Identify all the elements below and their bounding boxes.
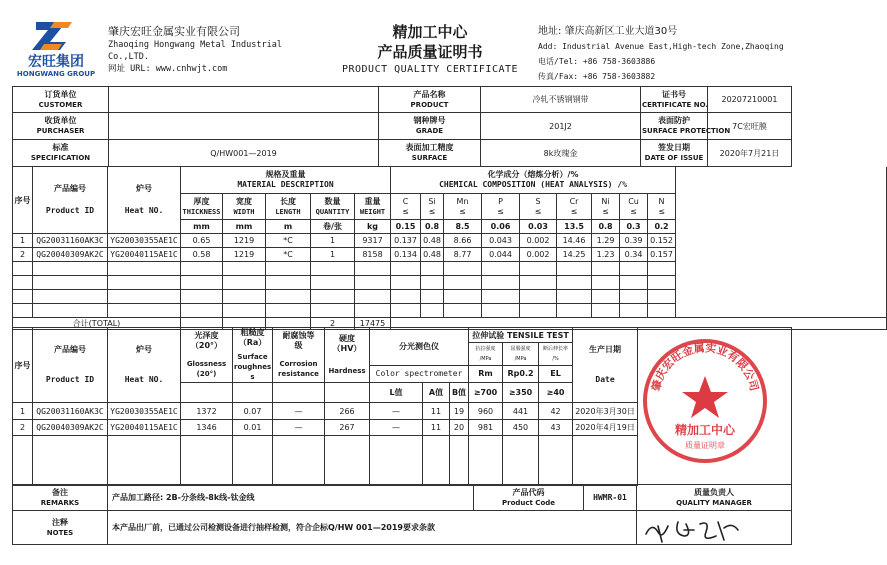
limit-n: 0.2	[648, 220, 676, 234]
row-date: 2020年4月19日	[573, 420, 638, 436]
logo-sub: HONGWANG GROUP	[16, 70, 96, 78]
certificate-header	[0, 0, 800, 86]
row-product-id: QG20031160AK3C	[33, 234, 108, 248]
company-en-1: Zhaoqing Hongwang Metal Industrial	[108, 40, 282, 50]
row-s: 0.002	[520, 248, 557, 262]
element-c: C ≤	[391, 194, 421, 220]
limit-p: 0.06	[482, 220, 520, 234]
remarks-value: 产品加工路径: 2B-分条线-8k线-钛金线	[108, 485, 474, 511]
row-product-id: QG20031160AK3C	[33, 403, 108, 420]
row-cr: 14.46	[557, 234, 592, 248]
chem-blank-cell	[676, 167, 887, 318]
element-cr: Cr ≤	[557, 194, 592, 220]
row-quantity: 1	[311, 248, 355, 262]
issue-date-label: 签发日期 DATE OF ISSUE	[641, 140, 708, 167]
limit-ni: 0.8	[592, 220, 620, 234]
customer-value	[109, 87, 379, 113]
quality-manager-label: 质量负责人 QUALITY MANAGER	[637, 485, 792, 511]
rm-symbol: Rm	[469, 365, 503, 382]
row-product-id: QG20040309AK2C	[33, 248, 108, 262]
product-value: 冷轧不锈钢钢带	[481, 87, 641, 113]
unit-qty: 卷/张	[311, 220, 355, 234]
row-p: 0.044	[482, 248, 520, 262]
row-ni: 1.23	[592, 248, 620, 262]
company-block	[108, 24, 282, 75]
t2-product-id-header: 产品编号 Product ID	[33, 328, 108, 403]
row-weight: 9317	[355, 234, 391, 248]
el-limit: ≥40	[539, 383, 573, 403]
date-header: 生产日期 Date	[573, 328, 638, 403]
element-mn: Mn ≤	[444, 194, 482, 220]
total-weight: 17475	[355, 318, 391, 330]
hongwang-logo	[14, 20, 98, 78]
row-cu: 0.39	[620, 234, 648, 248]
row-thickness: 0.58	[181, 248, 223, 262]
row-gloss: 1346	[181, 420, 233, 436]
row-seq: 1	[13, 403, 33, 420]
spec-label: 标准 SPECIFICATION	[13, 140, 109, 167]
row-n: 0.157	[648, 248, 676, 262]
chem-header: 化学成分（熔炼分析）/% CHEMICAL COMPOSITION (HEAT ANALYSIS) /%	[391, 167, 676, 194]
row-seq: 2	[13, 420, 33, 436]
l-header: L值	[370, 383, 423, 403]
telephone: 电话/Tel: +86 758-3603886	[538, 57, 656, 66]
limit-mn: 8.5	[444, 220, 482, 234]
b-header: B值	[450, 383, 469, 403]
seal-ring-text: 肇庆宏旺金属实业有限公司	[649, 341, 761, 393]
seal-star-icon	[682, 376, 728, 418]
color-en-header: Color spectrometer	[370, 365, 469, 382]
material-table	[12, 166, 887, 330]
element-cu: Cu ≤	[620, 194, 648, 220]
hardness-header: 硬度 （HV） Hardness	[325, 328, 370, 383]
issue-date-value: 2020年7月21日	[708, 140, 792, 167]
rp-symbol: Rp0.2	[503, 365, 539, 382]
row-c: 0.134	[391, 248, 421, 262]
row-quantity: 1	[311, 234, 355, 248]
row-corrosion: —	[273, 403, 325, 420]
a-header: A值	[423, 383, 450, 403]
row-roughness: 0.07	[233, 403, 273, 420]
row-product-id: QG20040309AK2C	[33, 420, 108, 436]
row-si: 0.48	[421, 234, 444, 248]
tensile-header: 拉伸试验 TENSILE TEST	[469, 328, 573, 343]
el-header: 断后伸长率 /%	[539, 343, 573, 366]
row-hardness: 266	[325, 403, 370, 420]
row-el: 43	[539, 420, 573, 436]
info-table	[12, 86, 792, 167]
company-cn: 肇庆宏旺金属实业有限公司	[108, 25, 240, 38]
row-cr: 14.25	[557, 248, 592, 262]
t1-heat-no-header: 炉号 Heat NO.	[108, 167, 181, 234]
row-weight: 8158	[355, 248, 391, 262]
row-heat-no: YG20030355AE1C	[108, 403, 181, 420]
row-p: 0.043	[482, 234, 520, 248]
row-b: 20	[450, 420, 469, 436]
protection-value: 7C宏旺膜	[708, 113, 792, 140]
surface-value: 8k玫瑰金	[481, 140, 641, 167]
row-width: 1219	[223, 234, 266, 248]
row-n: 0.152	[648, 234, 676, 248]
row-rp: 441	[503, 403, 539, 420]
code-value: HWMR-01	[584, 485, 637, 511]
logo-name: 宏旺集团	[28, 54, 84, 70]
row-s: 0.002	[520, 234, 557, 248]
product-label: 产品名称 PRODUCT	[379, 87, 481, 113]
title-cert-en: PRODUCT QUALITY CERTIFICATE	[341, 64, 519, 75]
code-label: 产品代码 Product Code	[474, 485, 584, 511]
row-rm: 960	[469, 403, 503, 420]
row-seq: 1	[13, 234, 33, 248]
rm-header: 抗拉强度 /MPa	[469, 343, 503, 366]
material-desc-header: 规格及重量 MATERIAL DESCRIPTION	[181, 167, 391, 194]
row-roughness: 0.01	[233, 420, 273, 436]
limit-cr: 13.5	[557, 220, 592, 234]
remarks-label: 备注 REMARKS	[13, 485, 108, 511]
t2-seq-header: 序号	[13, 328, 33, 403]
row-a: 11	[423, 403, 450, 420]
customer-label: 订货单位 CUSTOMER	[13, 87, 109, 113]
title-center: 精加工中心	[392, 23, 468, 41]
element-n: N ≤	[648, 194, 676, 220]
t2-heat-no-header: 炉号 Heat NO.	[108, 328, 181, 403]
row-gloss: 1372	[181, 403, 233, 420]
limit-cu: 0.3	[620, 220, 648, 234]
limit-c: 0.15	[391, 220, 421, 234]
weight-header: 重量 WEIGHT	[355, 194, 391, 220]
length-header: 长度 LENGTH	[266, 194, 311, 220]
row-heat-no: YG20040115AE1C	[108, 420, 181, 436]
corrosion-header: 耐腐蚀等 级 Corrosion resistance	[273, 328, 325, 383]
rm-limit: ≥700	[469, 383, 503, 403]
element-p: P ≤	[482, 194, 520, 220]
spec-value: Q/HW001—2019	[109, 140, 379, 167]
element-si: Si ≤	[421, 194, 444, 220]
protection-label: 表面防护 SURFACE PROTECTION	[641, 113, 708, 140]
row-length: *C	[266, 248, 311, 262]
quality-seal	[640, 336, 770, 466]
row-thickness: 0.65	[181, 234, 223, 248]
row-el: 42	[539, 403, 573, 420]
row-seq: 2	[13, 248, 33, 262]
cert-value: 20207210001	[708, 87, 792, 113]
roughness-header: 粗糙度 （Ra） Surface roughnes s	[234, 328, 272, 381]
company-en-2: Co.,LTD.	[108, 52, 149, 62]
total-quantity: 2	[311, 318, 355, 330]
t1-seq-header: 序号	[13, 167, 33, 234]
row-corrosion: —	[273, 420, 325, 436]
row-mn: 8.77	[444, 248, 482, 262]
row-hardness: 267	[325, 420, 370, 436]
seal-center-text: 精加工中心	[674, 423, 736, 437]
row-c: 0.137	[391, 234, 421, 248]
row-mn: 8.66	[444, 234, 482, 248]
row-ni: 1.29	[592, 234, 620, 248]
width-header: 宽度 WIDTH	[223, 194, 266, 220]
total-label: 合计(TOTAL)	[13, 318, 181, 330]
limit-s: 0.03	[520, 220, 557, 234]
row-cu: 0.34	[620, 248, 648, 262]
unit-mm: mm	[181, 220, 223, 234]
color-header: 分光测色仪	[370, 328, 469, 366]
row-heat-no: YG20030355AE1C	[108, 234, 181, 248]
row-date: 2020年3月30日	[573, 403, 638, 420]
row-a: 11	[423, 420, 450, 436]
row-heat-no: YG20040115AE1C	[108, 248, 181, 262]
seal-sub-text: 质量证明章	[685, 441, 725, 450]
row-l: —	[370, 420, 423, 436]
element-ni: Ni ≤	[592, 194, 620, 220]
manager-signature	[638, 512, 758, 546]
notes-value: 本产品出厂前，已通过公司检测设备进行抽样检测，符合企标Q/HW 001—2019要求条款	[108, 511, 637, 545]
row-si: 0.48	[421, 248, 444, 262]
row-rm: 981	[469, 420, 503, 436]
address-en: Add: Industrial Avenue East,High-tech Zone,Zhaoqing	[538, 42, 784, 51]
address-cn: 地址: 肇庆高新区工业大道30号	[538, 26, 678, 37]
t1-product-id-header: 产品编号 Product ID	[33, 167, 108, 234]
gloss-header: 光泽度 （20°） Glossness (20°)	[181, 328, 233, 383]
row-width: 1219	[223, 248, 266, 262]
unit-kg: kg	[355, 220, 391, 234]
unit-m: m	[266, 220, 311, 234]
element-s: S ≤	[520, 194, 557, 220]
unit-mm-width: mm	[223, 220, 266, 234]
rp-limit: ≥350	[503, 383, 539, 403]
thickness-header: 厚度 THICKNESS	[181, 194, 223, 220]
address-block	[538, 24, 784, 84]
title-cert-cn: 产品质量证明书	[377, 43, 483, 61]
purchaser-label: 收货单位 PURCHASER	[13, 113, 109, 140]
cert-label: 证书号 CERTIFICATE NO.	[641, 87, 708, 113]
fax: 传真/Fax: +86 758-3603882	[538, 72, 656, 81]
el-symbol: EL	[539, 365, 573, 382]
company-website: 网址 URL: www.cnhwjt.com	[108, 64, 228, 74]
notes-label: 注释 NOTES	[13, 511, 108, 545]
grade-value: 201J2	[481, 113, 641, 140]
limit-si: 0.8	[421, 220, 444, 234]
quantity-header: 数量 QUANTITY	[311, 194, 355, 220]
grade-label: 钢种牌号 GRADE	[379, 113, 481, 140]
surface-label: 表面加工精度 SURFACE	[379, 140, 481, 167]
rp-header: 屈服强度 /MPa	[503, 343, 539, 366]
certificate-title	[340, 22, 520, 75]
row-rp: 450	[503, 420, 539, 436]
row-length: *C	[266, 234, 311, 248]
row-b: 19	[450, 403, 469, 420]
purchaser-value	[109, 113, 379, 140]
row-l: —	[370, 403, 423, 420]
